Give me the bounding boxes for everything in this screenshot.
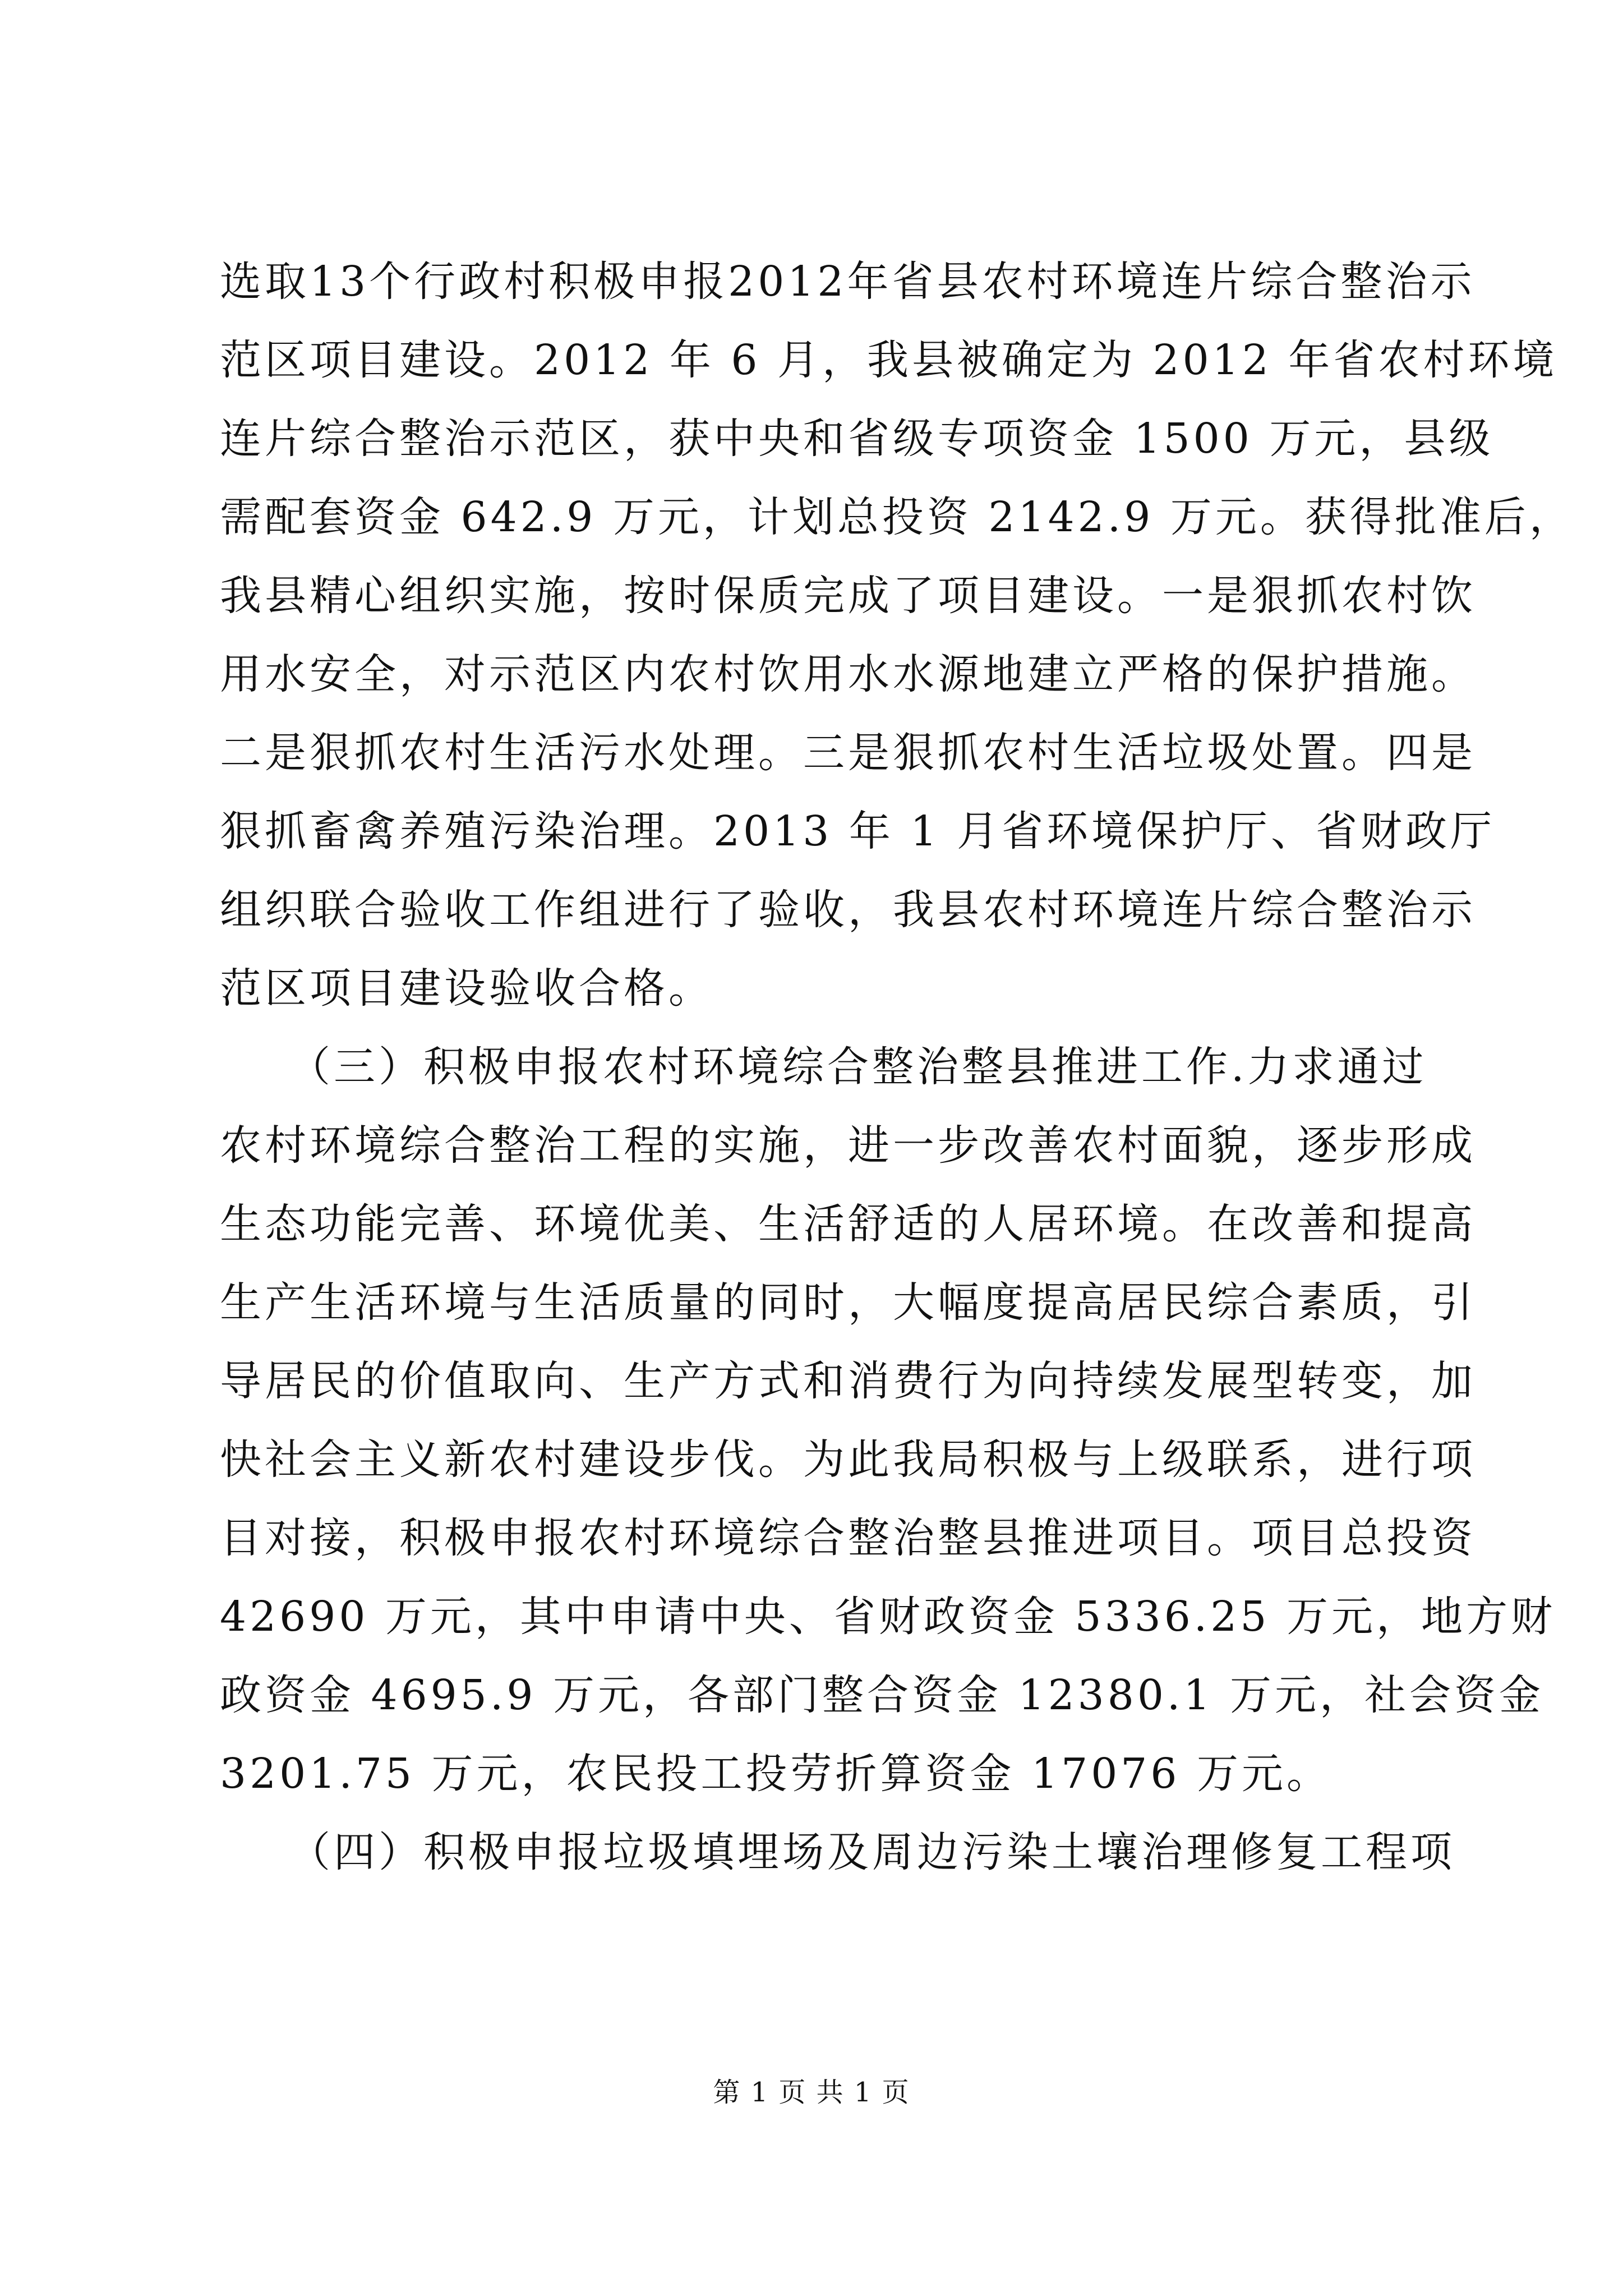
text-line-15: 导居民的价值取向、生产方式和消费行为向持续发展型转变，加 <box>220 1357 1476 1405</box>
text-line-12: 农村环境综合整治工程的实施，进一步改善农村面貌，逐步形成 <box>220 1121 1476 1170</box>
text-line-16: 快社会主义新农村建设步伐。为此我局积极与上级联系，进行项 <box>220 1435 1476 1484</box>
text-line-21: （四）积极申报垃圾填埋场及周边污染土壤治理修复工程项 <box>220 1828 1455 1876</box>
text-line-13: 生态功能完善、环境优美、生活舒适的人居环境。在改善和提高 <box>220 1200 1476 1248</box>
text-line-6: 用水安全，对示范区内农村饮用水水源地建立严格的保护措施。 <box>220 650 1476 698</box>
document-body <box>220 242 1574 1892</box>
text-line-17: 目对接，积极申报农村环境综合整治整县推进项目。项目总投资 <box>220 1514 1476 1562</box>
text-line-7: 二是狠抓农村生活污水处理。三是狠抓农村生活垃圾处置。四是 <box>220 729 1476 777</box>
text-line-5: 我县精心组织实施，按时保质完成了项目建设。一是狠抓农村饮 <box>220 572 1476 620</box>
text-line-10: 范区项目建设验收合格。 <box>220 964 713 1013</box>
text-line-3: 连片综合整治示范区，获中央和省级专项资金 1500 万元，县级 <box>220 415 1494 463</box>
text-line-18: 42690 万元，其中申请中央、省财政资金 5336.25 万元，地方财 <box>220 1593 1556 1641</box>
text-line-4: 需配套资金 642.9 万元，计划总投资 2142.9 万元。获得批准后， <box>220 493 1574 541</box>
text-line-9: 组织联合验收工作组进行了验收，我县农村环境连片综合整治示 <box>220 886 1476 934</box>
text-line-8: 狠抓畜禽养殖污染治理。2013 年 1 月省环境保护厅、省财政厅 <box>220 807 1495 855</box>
text-line-1: 选取13个行政村积极申报2012年省县农村环境连片综合整治示 <box>220 257 1476 306</box>
text-line-20: 3201.75 万元，农民投工投劳折算资金 17076 万元。 <box>220 1750 1331 1798</box>
text-line-14: 生产生活环境与生活质量的同时，大幅度提高居民综合素质，引 <box>220 1278 1476 1327</box>
page-footer: 第 1 页 共 1 页 <box>713 2077 910 2108</box>
text-line-19: 政资金 4695.9 万元，各部门整合资金 12380.1 万元，社会资金 <box>220 1671 1544 1719</box>
text-line-2: 范区项目建设。2012 年 6 月，我县被确定为 2012 年省农村环境 <box>220 336 1558 384</box>
text-line-11: （三）积极申报农村环境综合整治整县推进工作.力求通过 <box>220 1043 1427 1091</box>
